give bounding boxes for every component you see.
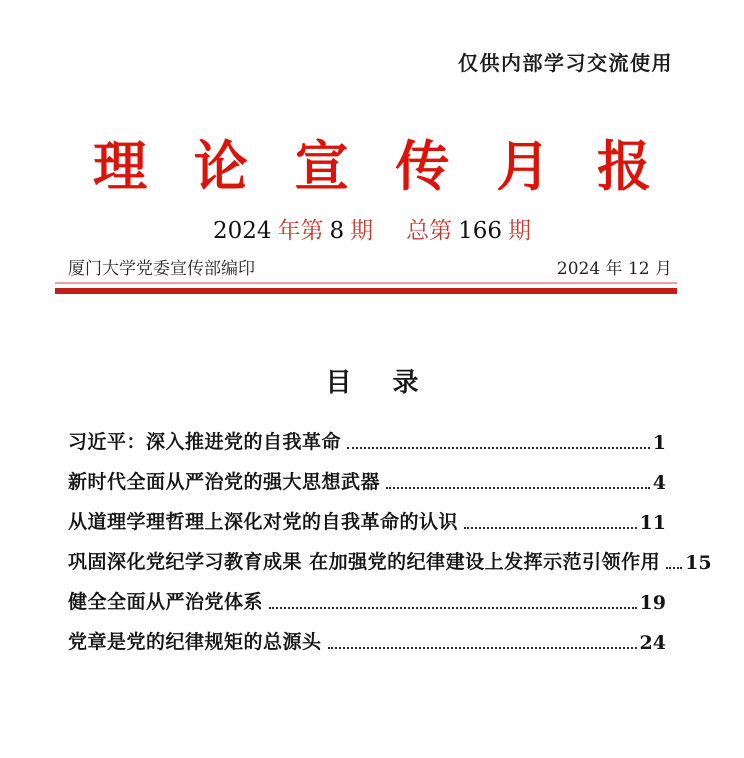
- toc-entry: [68, 580, 666, 620]
- toc-entry-title: 从道理学理哲理上深化对党的自我革命的认识: [68, 511, 459, 533]
- issue-line: [0, 212, 744, 245]
- internal-use-notice: 仅供内部学习交流使用: [458, 51, 673, 75]
- issue-total-label: 总第: [406, 218, 453, 244]
- toc-entry: [68, 420, 666, 460]
- divider-thick-line: [55, 288, 677, 294]
- toc-entry-title: 巩固深化党纪学习教育成果 在加强党的纪律建设上发挥示范引领作用: [68, 551, 661, 573]
- dotted-leader: [347, 447, 650, 449]
- issue-total-number: 166: [458, 218, 503, 244]
- dotted-leader: [464, 527, 637, 529]
- issue-number-label: 期: [350, 218, 374, 244]
- toc-entry-title: 新时代全面从严治党的强大思想武器: [68, 471, 381, 493]
- publisher-row: [68, 254, 672, 279]
- toc-heading: 目 录: [325, 368, 435, 398]
- issue-year: 2024: [212, 218, 272, 244]
- dotted-leader: [386, 487, 650, 489]
- publisher-name: 厦门大学党委宣传部编印: [68, 259, 255, 279]
- toc-entry-title: 习近平：深入推进党的自我革命: [68, 431, 342, 453]
- toc-list: [68, 420, 712, 660]
- toc-entry-page: 15: [685, 552, 712, 574]
- divider-thin-line: [55, 282, 677, 284]
- toc-entry-page: 1: [652, 432, 666, 454]
- dotted-leader: [666, 567, 682, 569]
- toc-entry-page: 4: [652, 472, 666, 494]
- publication-title: 理 论 宣 传 月 报: [93, 134, 665, 198]
- toc-entry-title: 健全全面从严治党体系: [68, 591, 264, 613]
- issue-year-label: 年第: [277, 218, 324, 244]
- issue-total-suffix: 期: [508, 218, 532, 244]
- toc-entry: [68, 500, 666, 540]
- toc-entry: [68, 460, 666, 500]
- publish-date: 2024 年 12 月: [556, 259, 672, 279]
- toc-entry-title: 党章是党的纪律规矩的总源头: [68, 631, 322, 653]
- toc-entry-page: 24: [639, 632, 666, 654]
- dotted-leader: [328, 647, 637, 649]
- toc-entry: [68, 540, 712, 580]
- issue-number: 8: [329, 218, 345, 244]
- toc-entry-page: 11: [639, 512, 666, 534]
- dotted-leader: [269, 607, 637, 609]
- toc-entry-page: 19: [639, 592, 666, 614]
- toc-entry: [68, 620, 666, 660]
- header-divider: [55, 282, 677, 294]
